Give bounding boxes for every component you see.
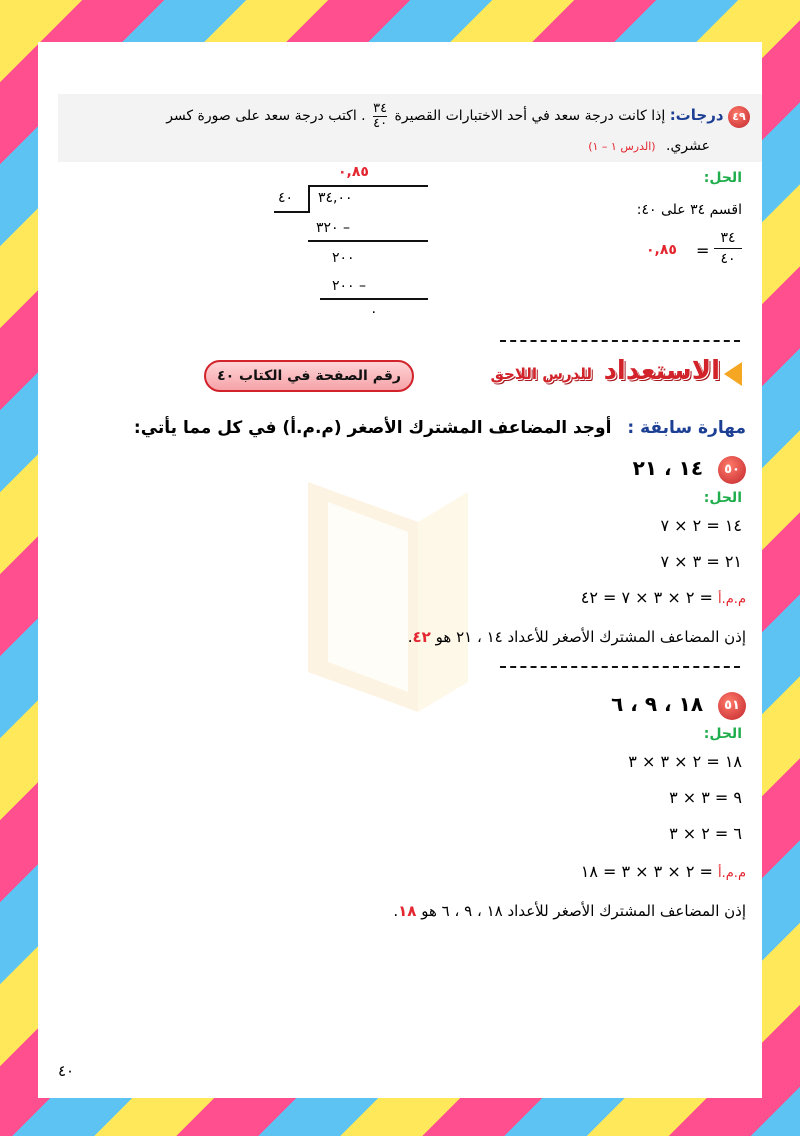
play-triangle-icon [724, 362, 742, 386]
preparation-title: الاستعداد [603, 356, 720, 386]
division-remainder-1: ٢٠٠ [332, 250, 355, 266]
solution-51-line-3: ٦ = ٢ × ٣ [669, 824, 742, 843]
lesson-reference: (الدرس ١ – ١) [588, 140, 656, 153]
result-fraction [714, 228, 742, 269]
division-bracket [308, 185, 310, 211]
conclusion-period-51: . [393, 902, 399, 920]
page-number: ٤٠ [58, 1062, 75, 1080]
conclusion-text: إذن المضاعف المشترك الأصغر للأعداد ١٤ ، ٢١ هو [435, 628, 746, 646]
question-50-header [578, 452, 746, 484]
book-page-reference: رقم الصفحة في الكتاب ٤٠ [204, 360, 414, 392]
fraction-numerator: ٣٤ [373, 100, 388, 116]
division-divisor: ٤٠ [278, 190, 294, 206]
skill-line [133, 414, 746, 442]
division-subtract-1: ٣٢٠ – [316, 220, 351, 236]
skill-instruction: أوجد المضاعف المشترك الأصغر (م.م.أ) في كل مما يأتي: [133, 418, 612, 438]
preparation-heading [420, 356, 720, 396]
solution-51-conclusion [318, 902, 746, 926]
lcm-expression: = ٢ × ٣ × ٧ = ٤٢ [580, 588, 713, 607]
solution-50-lcm [458, 588, 746, 612]
division-quotient: ٠,٨٥ [338, 164, 369, 180]
page-sheet [38, 42, 762, 1098]
skill-label: مهارة سابقة : [627, 418, 746, 438]
solution-50-line-2: ٢١ = ٣ × ٧ [660, 552, 742, 571]
question-49-label: درجات: [669, 106, 724, 124]
solution-51-line-1: ١٨ = ٢ × ٣ × ٣ [628, 752, 742, 771]
lcm-label-51: م.م.أ [718, 866, 746, 881]
result-frac-den: ٤٠ [720, 251, 736, 267]
result-value: ٠,٨٥ [646, 242, 677, 258]
question-49-fraction [373, 102, 387, 131]
question-51-numbers: ١٨ ، ٩ ، ٦ [611, 692, 704, 716]
solution-50-label: الحل: [703, 490, 742, 506]
solution-51-label: الحل: [703, 726, 742, 742]
separator-1 [500, 340, 740, 342]
question-49-number: ٤٩ [728, 106, 750, 128]
division-divisor-underline [274, 211, 310, 213]
division-line-1 [308, 240, 428, 242]
solution-51-lcm [458, 862, 746, 886]
solution-49-label: الحل: [703, 170, 742, 186]
conclusion-answer: ٤٢ [412, 628, 431, 646]
question-49-text: إذا كانت درجة سعد في أحد الاختبارات القصيرة [394, 108, 666, 124]
preparation-subtitle: للدرس اللاحق [490, 365, 593, 383]
question-49-line1 [62, 100, 750, 130]
question-49-text-2: عشري. [666, 138, 710, 154]
question-49-line2 [338, 134, 710, 158]
fraction-denominator: ٤٠ [373, 115, 388, 131]
solution-49-step: اقسم ٣٤ على ٤٠: [636, 202, 742, 218]
lcm-label: م.م.أ [718, 592, 746, 607]
result-equals: = [696, 241, 710, 260]
solution-51-line-2: ٩ = ٣ × ٣ [669, 788, 742, 807]
division-remainder-2: ٠ [370, 304, 378, 320]
lcm-expression-51: = ٢ × ٣ × ٣ = ١٨ [580, 862, 713, 881]
solution-50-conclusion [338, 628, 746, 652]
long-division [270, 164, 440, 324]
division-top-bar [308, 185, 428, 187]
result-frac-num: ٣٤ [714, 228, 742, 249]
division-dividend: ٣٤,٠٠ [318, 190, 353, 206]
division-subtract-2: ٢٠٠ – [332, 278, 367, 294]
question-50-number: ٥٠ [718, 456, 746, 484]
conclusion-period: . [407, 628, 413, 646]
book-watermark-icon [268, 462, 488, 722]
solution-50-line-1: ١٤ = ٢ × ٧ [660, 516, 742, 535]
question-51-number: ٥١ [718, 692, 746, 720]
question-50-numbers: ١٤ ، ٢١ [632, 456, 704, 480]
conclusion-answer-51: ١٨ [398, 902, 417, 920]
solution-49-result [638, 228, 744, 274]
question-51-header [558, 688, 746, 720]
separator-2 [500, 666, 740, 668]
question-49-text-end: . اكتب درجة سعد على صورة كسر [166, 108, 366, 124]
conclusion-text-51: إذن المضاعف المشترك الأصغر للأعداد ١٨ ، ٩ ، ٦ هو [421, 902, 746, 920]
division-line-2 [320, 298, 428, 300]
